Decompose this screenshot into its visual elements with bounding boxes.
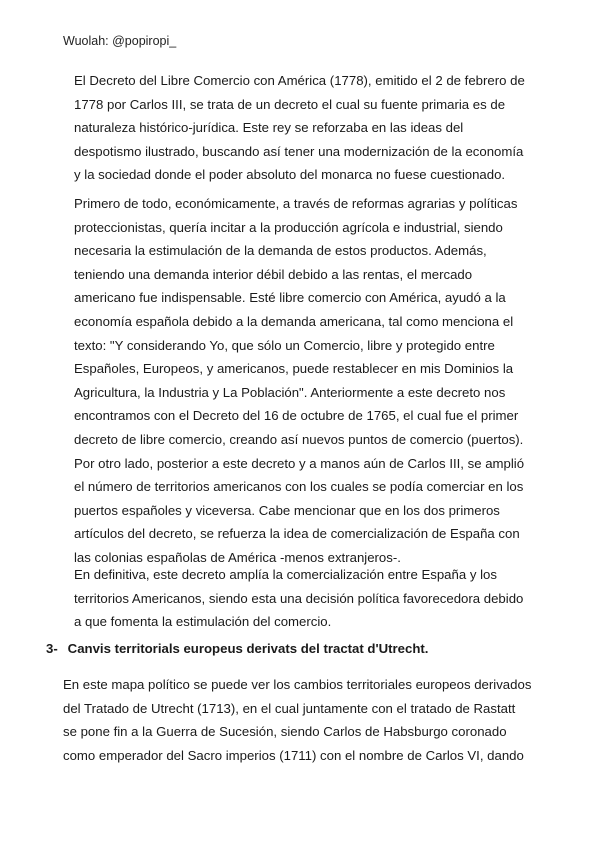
section-number: 3- bbox=[46, 641, 58, 656]
text-line: decreto de libre comercio, creando así nuevos puntos de comercio (puertos). bbox=[74, 431, 524, 447]
text-line: se pone fin a la Guerra de Sucesión, siendo Carlos de Habsburgo coronado bbox=[63, 724, 507, 740]
text-line: El Decreto del Libre Comercio con América (1778), emitido el 2 de febrero de bbox=[74, 73, 525, 88]
text-line: artículos del decreto, se refuerza la idea de comercialización de España con bbox=[74, 526, 520, 542]
text-line: despotismo ilustrado, buscando así tener una modernización de la economía bbox=[74, 143, 524, 159]
text-line: necesaria la estimulación de la demanda de estos productos. Además, bbox=[74, 243, 487, 259]
text-line: Españoles, Europeos, y americanos, puede restablecer en mis Dominios la bbox=[74, 361, 514, 377]
text-line: texto: "Y considerando Yo, que sólo un Comercio, libre y protegido entre bbox=[74, 337, 495, 353]
text-line: proteccionistas, quería incitar a la producción agrícola e industrial, siendo bbox=[74, 219, 503, 235]
text-line: Por otro lado, posterior a este decreto y a manos aún de Carlos III, se amplió bbox=[74, 455, 525, 471]
text-line: naturaleza histórico-jurídica. Este rey se reforzaba en las ideas del bbox=[74, 120, 464, 136]
text-line: Primero de todo, económicamente, a través de reformas agrarias y políticas bbox=[74, 196, 518, 211]
section-title: Canvis territorials europeus derivats del tractat d'Utrecht. bbox=[67, 641, 429, 656]
text-line: el número de territorios americanos con los cuales se podía comerciar en los bbox=[74, 479, 524, 495]
text-line: americano fue indispensable. Esté libre comercio con América, ayudó a la bbox=[74, 290, 506, 306]
text-line: a que fomenta la estimulación del comercio. bbox=[74, 614, 332, 630]
text-line: del Tratado de Utrecht (1713), en el cual juntamente con el tratado de Rastatt bbox=[63, 700, 516, 716]
text-line: En definitiva, este decreto amplía la comercialización entre España y los bbox=[74, 567, 497, 582]
text-line: encontramos con el Decreto del 16 de octubre de 1765, el cual fue el primer bbox=[74, 408, 519, 424]
text-line: las colonias españolas de América -menos extranjeros-. bbox=[74, 549, 401, 565]
text-line: En este mapa político se puede ver los cambios territoriales europeos derivados bbox=[63, 677, 532, 692]
text-line: 1778 por Carlos III, se trata de un decreto el cual su fuente primaria es de bbox=[74, 96, 506, 112]
text-line: Agricultura, la Industria y La Población". Anteriormente a este decreto nos bbox=[74, 384, 506, 400]
text-line: puertos españoles y viceversa. Cabe mencionar que en los dos primeros bbox=[74, 502, 500, 518]
paragraph-mapa-politico bbox=[63, 673, 532, 767]
text-line: territorios Americanos, siendo esta una decisión política favorecedora debido bbox=[74, 590, 524, 606]
paragraph-decreto-intro bbox=[74, 69, 524, 187]
text-line: como emperador del Sacro imperios (1711) con el nombre de Carlos VI, dando bbox=[63, 747, 524, 763]
paragraph-economia bbox=[74, 192, 524, 570]
watermark: Wuolah: @popiropi_ bbox=[63, 34, 177, 48]
text-line: economía española debido a la demanda americana, tal como menciona el bbox=[74, 313, 514, 329]
paragraph-conclusion bbox=[74, 563, 524, 634]
text-line: teniendo una demanda interior débil debido a las rentas, el mercado bbox=[74, 266, 473, 282]
text-line: y la sociedad donde el poder absoluto del monarca no fuese cuestionado. bbox=[74, 167, 506, 183]
section-heading bbox=[46, 641, 428, 656]
